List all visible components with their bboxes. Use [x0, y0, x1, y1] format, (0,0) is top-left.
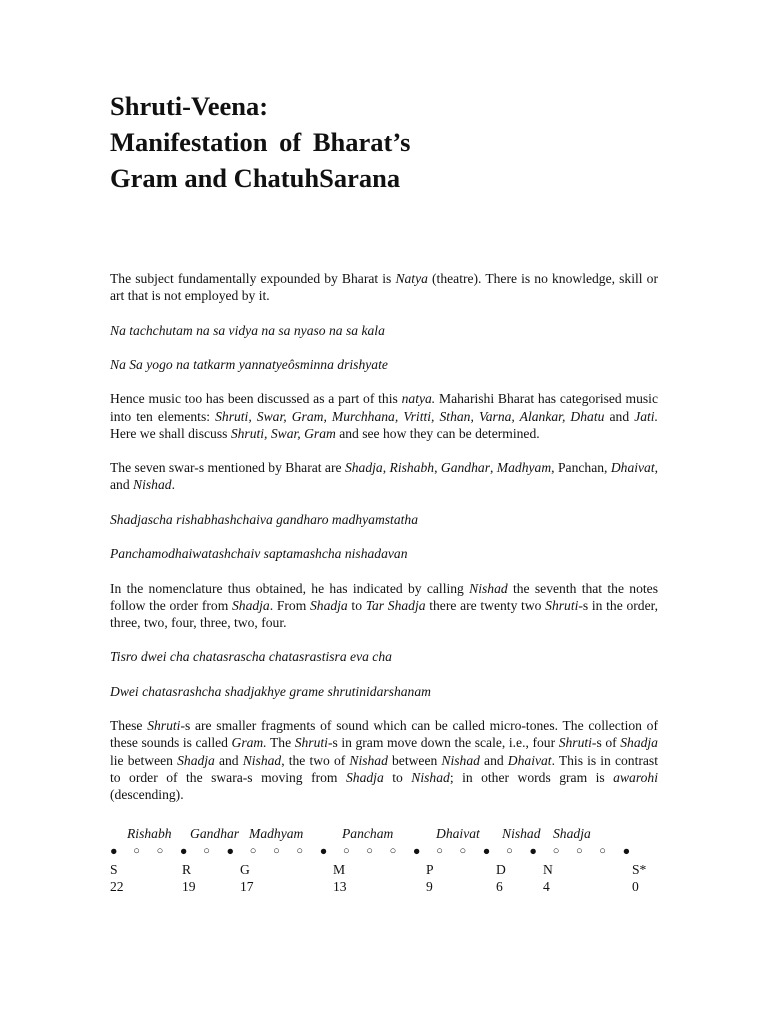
text: and	[214, 752, 243, 768]
shruti-dot: ○	[133, 845, 140, 857]
shruti-dot: ○	[273, 845, 280, 857]
term-nishad: Nishad	[469, 580, 508, 596]
text: to	[347, 597, 366, 613]
shruti-number: 13	[333, 879, 347, 894]
shruti-dot: ○	[506, 845, 513, 857]
text: The seven swar-s mentioned by Bharat are	[110, 460, 345, 476]
text: ; in other words gram is	[449, 769, 614, 785]
term-rishabh: Rishabh	[389, 460, 435, 476]
shruti-number: 19	[182, 879, 196, 894]
swar-label: R	[182, 862, 192, 877]
shruti-dot: ○	[203, 845, 210, 857]
text: The subject fundamentally expounded by Bharat is	[110, 271, 396, 286]
text: and	[604, 408, 635, 424]
term-gandhar: Gandhar	[440, 460, 490, 476]
text: and	[479, 752, 508, 768]
swar-name-rishabh: Rishabh	[127, 826, 172, 841]
text: there are twenty two	[425, 597, 546, 613]
text: (theatre). There is no knowledge, skill or art that is not employed by it.	[110, 271, 658, 304]
shruti-number: 17	[240, 879, 254, 894]
swar-dot: ●	[179, 844, 188, 858]
shruti-dot: ○	[389, 845, 397, 857]
term-shadja: Shadja	[309, 597, 348, 613]
swar-label: G	[240, 862, 250, 877]
verse-line: Dwei chatasrashcha shadjakhye grame shrutinidarshanam	[110, 683, 431, 699]
term-shruti: Shruti	[294, 735, 328, 751]
swar-dot: ●	[319, 844, 328, 858]
swar-name-madhyam: Madhyam	[249, 826, 304, 841]
term-jati: Jati.	[634, 408, 658, 424]
swar-name-gandhar: Gandhar	[190, 826, 240, 841]
text: , the two of	[281, 752, 350, 768]
shruti-dot: ○	[296, 845, 304, 857]
text: Here we shall discuss	[110, 425, 231, 441]
swar-label: S*	[632, 862, 647, 877]
swar-dot: ●	[110, 844, 118, 858]
swar-name-dhaivat: Dhaivat	[436, 826, 480, 841]
term-gram: Gram.	[231, 735, 267, 751]
term-shruti: Shruti	[545, 597, 579, 613]
term-tar-shadja: Tar Shadja	[365, 597, 426, 613]
term-dhaivat: Dhaivat	[507, 752, 552, 768]
shruti-number: 4	[543, 879, 550, 894]
term-shruti-swar-gram: Shruti, Swar, Gram	[230, 425, 336, 441]
term-elements: Shruti, Swar, Gram, Murchhana, Vritti, Sthan, Varna, Alankar, Dhatu	[215, 408, 605, 424]
text: and see how they can be determined.	[335, 425, 540, 441]
shruti-dot: ○	[156, 845, 164, 857]
term-natya: Natya	[395, 271, 428, 286]
verse-line: Shadjascha rishabhashchaiva gandharo madhyamstatha	[110, 511, 418, 527]
text: lie between	[110, 752, 178, 768]
text: -s are smaller fragments of sound which can be called micro-tones. The collection of these sounds is called	[110, 718, 659, 751]
swar-dot: ●	[482, 844, 491, 858]
swar-dot: ●	[412, 844, 421, 858]
term-shruti: Shruti	[147, 718, 181, 734]
text: (descending).	[110, 786, 184, 802]
swar-label: D	[496, 862, 506, 877]
swar-label: M	[333, 862, 346, 877]
title-line-1: Shruti-Veena:	[110, 91, 269, 121]
shruti-dot: ○	[249, 845, 257, 857]
term-shadja: Shadja	[231, 597, 270, 613]
verse-line: Tisro dwei cha chatasrascha chatasrastisra eva cha	[110, 649, 392, 665]
shruti-dot: ○	[343, 845, 350, 857]
text: , and	[110, 460, 659, 493]
shruti-dot: ○	[552, 845, 560, 857]
text: Hence music too has been discussed as a part of this	[110, 391, 402, 407]
text: Maharishi Bharat has categorised music into ten elements:	[110, 391, 658, 424]
shruti-number: 9	[426, 879, 433, 894]
swar-label: N	[543, 862, 553, 877]
term-shruti: Shruti	[558, 735, 592, 751]
term-shadja: Shadja	[345, 769, 384, 785]
text: , Panchan,	[551, 460, 611, 476]
term-natya: natya.	[401, 391, 436, 407]
shruti-dot: ○	[599, 845, 606, 857]
text: In the nomenclature thus obtained, he has indicated by calling	[110, 580, 470, 596]
term-shadja: Shadja	[620, 735, 658, 751]
verse-line: Na tachchutam na sa vidya na sa nyaso na sa kala	[110, 322, 385, 338]
swar-name-pancham: Pancham	[342, 826, 394, 841]
term-awarohi: awarohi	[613, 769, 658, 785]
swar-label: P	[426, 862, 434, 877]
text: to	[383, 769, 412, 785]
text: -s in gram move down the scale, i.e., four	[327, 735, 559, 751]
swar-name-nishad: Nishad	[502, 826, 541, 841]
term-shadja: Shadja	[344, 460, 383, 476]
text: The	[266, 735, 295, 751]
text: .	[171, 477, 175, 493]
text: -s of	[591, 735, 621, 751]
term-nishad: Nishad	[242, 752, 282, 768]
text: . This is in contrast to order of the swara-s moving from	[110, 752, 658, 785]
title-line-3: Gram and ChatuhSarana	[110, 163, 401, 193]
term-shadja: Shadja	[177, 752, 215, 768]
verse-line: Na Sa yogo na tatkarm yannatyeôsminna drishyate	[110, 356, 388, 372]
text: ,	[489, 460, 497, 476]
text: ,	[434, 460, 441, 476]
term-nishad: Nishad	[411, 769, 450, 785]
swar-dot: ●	[529, 844, 537, 858]
term-dhaivat: Dhaivat	[610, 460, 655, 476]
text: ,	[382, 460, 390, 476]
text: These	[110, 718, 148, 734]
swar-dot: ●	[622, 844, 631, 858]
title-line-2: Manifestation of Bharat’s	[110, 127, 411, 157]
verse-line: Panchamodhaiwatashchaiv saptamashcha nishadavan	[110, 546, 408, 562]
shruti-dot: ○	[366, 845, 373, 857]
text: . From	[269, 597, 310, 613]
shruti-number: 22	[110, 879, 124, 894]
shruti-dot: ○	[459, 845, 467, 857]
term-nishad: Nishad	[133, 477, 172, 493]
term-madhyam: Madhyam	[496, 460, 552, 476]
shruti-number: 6	[496, 879, 503, 894]
swar-dot: ●	[226, 844, 235, 858]
shruti-number: 0	[632, 879, 639, 894]
swar-name-shadja: Shadja	[553, 826, 591, 841]
shruti-dot: ○	[576, 845, 583, 857]
shruti-dot: ○	[436, 845, 443, 857]
swar-label: S	[110, 862, 118, 877]
text: the seventh that the notes follow the order from	[110, 580, 658, 613]
term-nishad: Nishad	[441, 752, 480, 768]
text: -s in the order, three, two, four, three, two, four.	[110, 597, 658, 630]
text: between	[387, 752, 442, 768]
term-nishad: Nishad	[349, 752, 388, 768]
